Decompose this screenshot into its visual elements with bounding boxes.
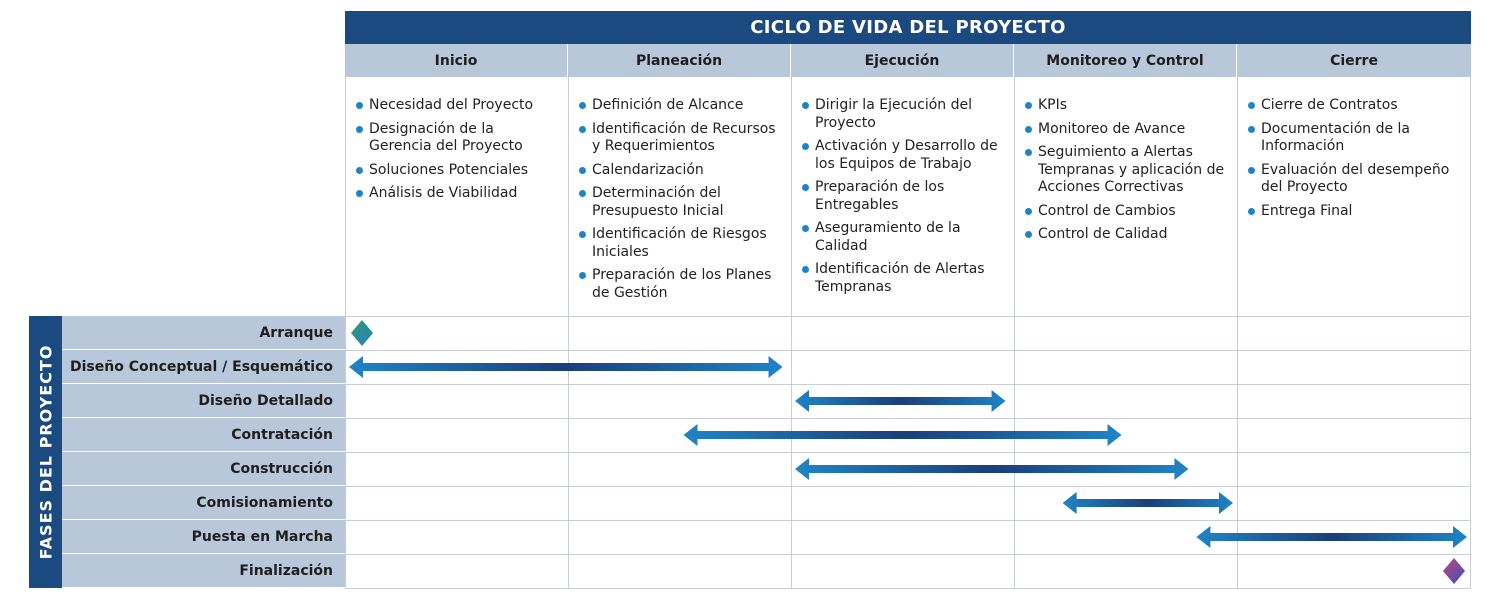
activity-item: Análisis de Viabilidad (356, 185, 560, 203)
activity-item: Necesidad del Proyecto (356, 97, 560, 115)
phase-label: Diseño Detallado (62, 384, 345, 418)
activity-list (1025, 97, 1229, 244)
phase-row (62, 554, 1471, 588)
phase-row (62, 486, 1471, 520)
activity-item: Determinación del Presupuesto Inicial (579, 185, 783, 220)
activity-item: Identificación de Alertas Tempranas (802, 261, 1006, 296)
activity-item: Definición de Alcance (579, 97, 783, 115)
stage-activities (345, 77, 1471, 317)
stage-label: Ejecución (864, 52, 940, 69)
activity-item: Preparación de los Planes de Gestión (579, 267, 783, 302)
grid-row-line (345, 588, 1471, 589)
phases-label-text: FASES DEL PROYECTO (36, 344, 55, 560)
lifecycle-title: CICLO DE VIDA DEL PROYECTO (750, 17, 1066, 38)
stage-4-header (1237, 44, 1471, 77)
activity-item: Identificación de Recursos y Requerimientos (579, 121, 783, 156)
phase-label: Comisionamiento (62, 486, 345, 520)
stage-label: Inicio (434, 52, 478, 69)
activity-item: Seguimiento a Alertas Tempranas y aplicación de Acciones Correctivas (1025, 144, 1229, 197)
activity-item: Documentación de la Información (1248, 121, 1464, 156)
activity-item: Evaluación del desempeño del Proyecto (1248, 162, 1464, 197)
stage-3-header (1014, 44, 1237, 77)
phase-label: Puesta en Marcha (62, 520, 345, 554)
activity-item: Control de Calidad (1025, 226, 1229, 244)
stage-label: Planeación (635, 52, 723, 69)
phase-row (62, 316, 1471, 350)
stage-3-activities (1015, 77, 1238, 317)
stage-1-header (568, 44, 791, 77)
activity-list (1248, 97, 1464, 220)
phases-vertical-label (29, 316, 62, 588)
phase-label: Contratación (62, 418, 345, 452)
phase-list (62, 316, 1471, 588)
stage-label: Monitoreo y Control (1046, 52, 1204, 69)
phase-row (62, 452, 1471, 486)
phase-row (62, 384, 1471, 418)
activity-list (579, 97, 783, 302)
stage-label: Cierre (1330, 52, 1378, 69)
phase-row (62, 350, 1471, 384)
phase-label: Arranque (62, 316, 345, 350)
activity-item: Entrega Final (1248, 203, 1464, 221)
activity-item: Dirigir la Ejecución del Proyecto (802, 97, 1006, 132)
stage-2-activities (792, 77, 1015, 317)
activity-item: Calendarización (579, 162, 783, 180)
phase-label: Construcción (62, 452, 345, 486)
stage-header-row (345, 44, 1471, 77)
stage-0-activities (346, 77, 569, 317)
lifecycle-header (345, 11, 1471, 44)
activity-item: Soluciones Potenciales (356, 162, 560, 180)
phase-row (62, 520, 1471, 554)
phase-label: Diseño Conceptual / Esquemático (62, 350, 345, 384)
activity-item: Identificación de Riesgos Iniciales (579, 226, 783, 261)
activity-item: Monitoreo de Avance (1025, 121, 1229, 139)
activity-list (802, 97, 1006, 296)
phase-row (62, 418, 1471, 452)
activity-item: Aseguramiento de la Calidad (802, 220, 1006, 255)
stage-1-activities (569, 77, 792, 317)
activity-item: Cierre de Contratos (1248, 97, 1464, 115)
activity-item: Preparación de los Entregables (802, 179, 1006, 214)
activity-item: KPIs (1025, 97, 1229, 115)
stage-0-header (345, 44, 568, 77)
phase-label: Finalización (62, 554, 345, 588)
activity-item: Activación y Desarrollo de los Equipos de Trabajo (802, 138, 1006, 173)
activity-item: Designación de la Gerencia del Proyecto (356, 121, 560, 156)
activity-list (356, 97, 560, 203)
stage-2-header (791, 44, 1014, 77)
stage-4-activities (1238, 77, 1472, 317)
activity-item: Control de Cambios (1025, 203, 1229, 221)
